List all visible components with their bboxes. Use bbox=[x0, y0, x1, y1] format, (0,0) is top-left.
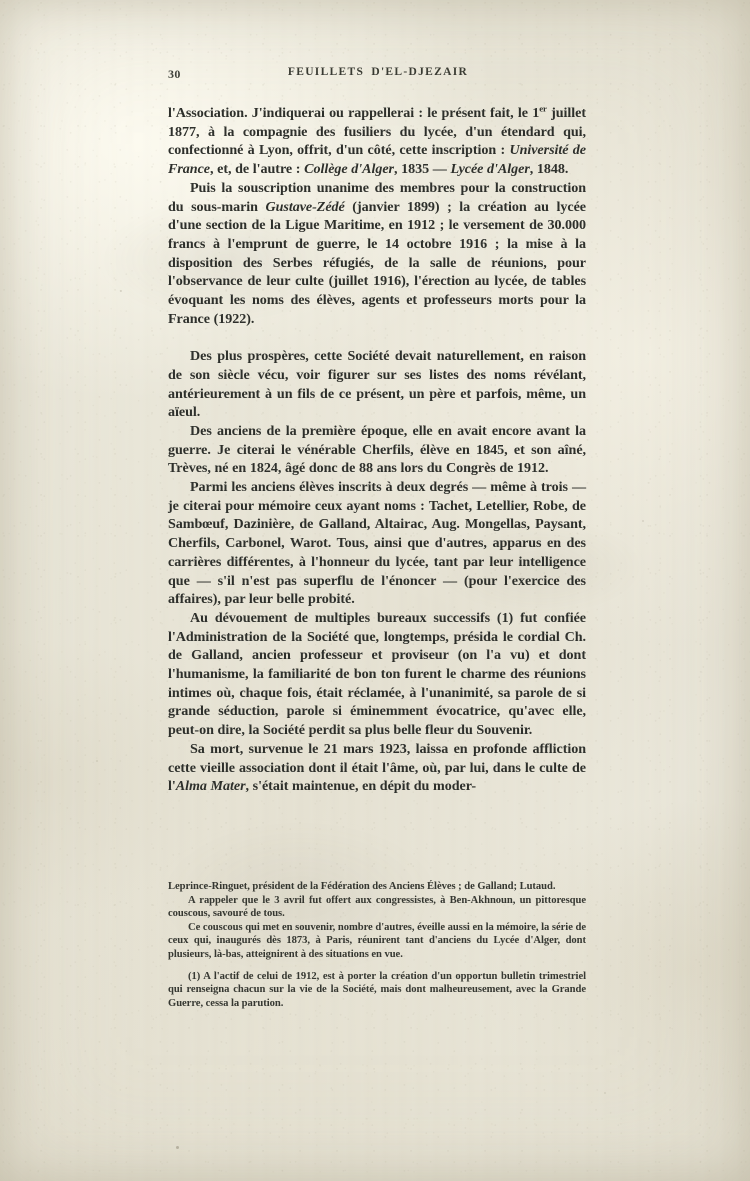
text-run: juillet 1877, à la compagnie des fusiliers du lycée, d'un étendard qui, confectionné à Lyon, offrit, d'un côté, cette inscription : bbox=[168, 105, 586, 159]
footnote-paragraph bbox=[168, 921, 586, 962]
body-paragraph bbox=[168, 740, 586, 796]
text-run: , 1848. bbox=[529, 161, 569, 178]
italic-run: Gustave-Zédé bbox=[265, 198, 345, 215]
running-head bbox=[168, 66, 588, 84]
paper-speck bbox=[176, 1146, 179, 1149]
text-run: , 1835 — bbox=[394, 161, 451, 178]
text-run: Puis la souscription unanime des membres pour la construction du sous-marin bbox=[168, 179, 586, 215]
paper-speck bbox=[642, 520, 644, 522]
text-run: (1) A l'actif de celui de 1912, est à porter la création d'un opportun bulletin trimestriel qui renseigna chacun sur la vie de la Société, mais dont malheureusement, avec la Grande Guerre, cessa la parution. bbox=[168, 970, 586, 1009]
body-paragraph bbox=[168, 104, 586, 179]
italic-run: Collège d'Alger bbox=[304, 161, 394, 178]
paragraph-host bbox=[168, 104, 586, 796]
body-paragraph bbox=[168, 347, 586, 422]
text-run: (janvier 1899) ; la création au lycée d'une section de la Ligue Maritime, en 1912 ; le versement de 30.000 francs à l'emprunt de guerre, le 14 octobre 1916 ; la mise à la disposition des Serbes réfugiés, de la salle de réunions, pour l'observance de leur culte (juillet 1916), l'érection au lycée, de tables évoquant les noms des élèves, agents et professeurs morts pour la France (1922). bbox=[168, 198, 586, 327]
paper-speck bbox=[120, 290, 122, 292]
text-run: , et, de l'autre : bbox=[209, 161, 305, 178]
footnote-paragraph bbox=[168, 970, 586, 1011]
footnote-paragraph bbox=[168, 880, 586, 894]
text-run: , s'était maintenue, en dépit du moder- bbox=[245, 778, 477, 795]
text-run: Sa mort, survenue le 21 mars 1923, laissa en profonde affliction cette vieille association dont il était l'âme, où, par lui, dans le culte de l' bbox=[168, 740, 586, 795]
text-run: A rappeler que le 3 avril fut offert aux congressistes, à Ben-Akhnoun, un pittoresque couscous, savouré de tous. bbox=[168, 894, 586, 920]
running-head-title: FEUILLETS D'EL-DJEZAIR bbox=[287, 66, 469, 78]
page-folio-number: 30 bbox=[168, 67, 181, 81]
text-run: Des plus prospères, cette Société devait naturellement, en raison de son siècle vécu, voir figurer sur ses listes des noms révélant, antérieurement à un fils de ce présent, un père et parfois, même, un aïeul. bbox=[168, 348, 586, 421]
text-run: l'Association. J'indiquerai ou rappellerai : le présent fait, le 1 bbox=[168, 105, 540, 121]
text-run: Parmi les anciens élèves inscrits à deux degrés — même à trois — je citerai pour mémoire ceux ayant noms : Tachet, Letellier, Robe, de Sambœuf, Dazinière, de Galland, Altairac, Aug. Mongellas, Paysant, Cherfils, Carbonel, Warot. Tous, ainsi que d'autres, apparus en des carrières différentes, à l'honneur du lycée, tant par leur intelligence que — s'il n'est pas superflu de l'énoncer — (pour l'exercice des affaires), par leur belle probité. bbox=[168, 479, 586, 608]
body-paragraph bbox=[168, 422, 586, 478]
text-run: Au dévouement de multiples bureaux successifs (1) fut confiée l'Administration de la Société que, longtemps, présida le cordial Ch. de Galland, ancien professeur et proviseur (on l'a vu) et dont l'humanisme, la familiarité de bon ton furent le charme des réunions intimes où, chaque fois, était réclamée, à l'unanimité, sa parole de si grande séduction, parole si éminemment évocatrice, qu'avec elle, peut-on dire, la Société perdit sa plus belle fleur du Souvenir. bbox=[168, 609, 586, 739]
text-run: Des anciens de la première époque, elle en avait encore avant la guerre. Je citerai le vénérable Cherfils, élève en 1845, et son aîné, Trèves, né en 1824, âgé donc de 88 ans lors du Congrès de 1912. bbox=[168, 422, 586, 477]
italic-run: Lycée d'Alger bbox=[450, 161, 530, 178]
body-paragraph bbox=[168, 478, 586, 609]
body-paragraph bbox=[168, 609, 586, 740]
paper-speck bbox=[604, 1092, 606, 1094]
body-text-column bbox=[168, 104, 586, 796]
text-run: Ce couscous qui met en souvenir, nombre d'autres, éveille aussi en la mémoire, la série de ceux qui, inaugurés dès 1873, à Paris, réunirent tant d'anciens du Lycée d'Alger, dont plusieurs, là-bas, atteignirent à des situations en vue. bbox=[168, 921, 586, 960]
footnote-block bbox=[168, 880, 586, 1010]
body-paragraph bbox=[168, 179, 586, 329]
italic-run: Université de France bbox=[168, 142, 586, 178]
superscript-run: er bbox=[539, 103, 547, 114]
italic-run: Alma Mater bbox=[175, 778, 246, 795]
footnote-paragraph bbox=[168, 894, 586, 921]
paper-speck bbox=[96, 760, 98, 762]
footnote-host bbox=[168, 880, 586, 1010]
text-run: Leprince-Ringuet, président de la Fédération des Anciens Élèves ; de Galland; Lutaud. bbox=[168, 881, 556, 892]
